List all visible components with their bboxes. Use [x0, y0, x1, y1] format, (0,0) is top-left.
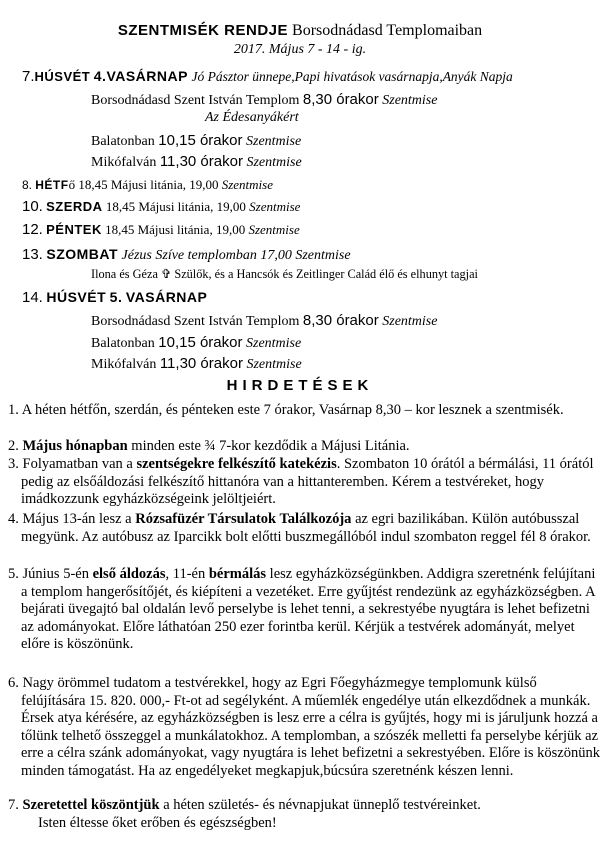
text: az egri bazilikában. Külön autóbusszal megyünk. Az autóbusz az Iparcikk bolt előtti buszmegállóból indul szombaton reggel fél 8 órakor. — [21, 511, 591, 545]
mass-label: Szentmise — [246, 357, 302, 372]
weekday-num: 10. — [22, 198, 43, 215]
page-title — [0, 22, 600, 40]
saturday-name: SZOMBAT — [46, 246, 119, 262]
day7-num2: 4. — [93, 68, 107, 84]
announcement-7 — [8, 797, 588, 815]
announcement-5 — [8, 566, 600, 654]
day14-mass-1 — [91, 313, 437, 330]
bold-text: szentségekre felkészítő katekézis — [136, 456, 337, 472]
mass-label: Szentmise — [382, 314, 438, 329]
mass-time: 11,30 órakor — [159, 355, 243, 372]
day7-mass-2 — [91, 133, 301, 150]
mass-time: 10,15 órakor — [158, 132, 243, 149]
text: lesz egyházközségünkben. Addigra szeretnénk felújítani a templom hangerősítőjét, és kiépíteni a vezetéket. Erre gyűjtést rendezünk az egyházközségben. A bejárati üvegajtó bal oldalán levő perselybe is lehet tenni, a sekrestyébe nyugtára is lehet befizetni az adományokat. Előre láthatóan 250 ezer forintba kerül. Kérjük a testvérek adományát, melyet előre is köszönünk. — [21, 566, 596, 653]
weekday-friday — [22, 222, 300, 238]
day14-mass-3 — [91, 356, 302, 373]
saturday-text: Jézus Szíve templomban 17,00 Szentmise — [121, 248, 351, 263]
text: 2. — [8, 438, 23, 454]
closing-blessing: Isten éltesse őket erőben és egészségben! — [38, 815, 277, 831]
text: 7. — [8, 797, 23, 813]
announcement-3 — [8, 456, 600, 509]
mass-place: Balatonban — [91, 134, 155, 149]
announcement-6: 6. Nagy örömmel tudatom a testvérekkel, hogy az Egri Főegyházmegye templomunk külső felújítására 15. 820. 000,- Ft-ot ad segélyként. A műemlék engedélye után elkezdődnek a munkák. Érsek atya kérésére, az egyházközségben is lesz erre a célra is gyűjtés, hogy mi is járuljunk hozzá a tőlünk telhető összeggel a munkálatokhoz. A templomban, a szószék melletti fa perselybe kérjük az erre a célra szánk adományokat, vagy nyugtára is lehet befizetni a sekrestyében. Előre is köszönünk minden támogatást. Ha az engedélyeket megkapjuk,búcsúra szeretnénk készen lenni. — [8, 675, 600, 779]
announcements-heading: HIRDETÉSEK — [226, 377, 374, 394]
weekday-num: 12. — [22, 221, 43, 238]
date-range: 2017. Május 7 - 14 - ig. — [233, 42, 367, 57]
weekday-name: HÉTF — [35, 178, 69, 192]
weekday-mass: Szentmise — [221, 177, 273, 192]
announcement-1: 1. A héten hétfőn, szerdán, és pénteken este 7 órakor, Vasárnap 8,30 – kor lesznek a szentmisék. — [8, 402, 564, 418]
title-bold: SZENTMISÉK RENDJE — [117, 22, 289, 39]
day7-mass-3 — [91, 154, 302, 171]
day14-name: HÚSVÉT — [46, 289, 107, 305]
mass-place: Mikófalván — [91, 155, 157, 170]
day14-num: 14. — [22, 289, 43, 306]
weekday-text: 18,45 Májusi litánia, 19,00 — [105, 199, 246, 214]
weekday-name: SZERDA — [46, 199, 103, 214]
weekday-wednesday — [22, 199, 300, 215]
day7-mass-1 — [91, 92, 437, 109]
mass-label: Szentmise — [246, 155, 302, 170]
weekday-text: 18,45 Májusi litánia, 19,00 — [105, 222, 246, 237]
mass-label: Szentmise — [382, 93, 438, 108]
announcement-2 — [8, 438, 588, 456]
weekday-monday — [22, 177, 273, 193]
day14-heading — [22, 289, 207, 307]
bold-text: bérmálás — [208, 566, 267, 582]
mass-place: Borsodnádasd Szent István Templom — [91, 314, 300, 329]
mass-time: 10,15 órakor — [158, 334, 243, 351]
weekday-num: 8. — [22, 178, 33, 192]
mass-place: Balatonban — [91, 336, 155, 351]
mass-time: 8,30 órakor — [302, 91, 379, 108]
text: 4. Május 13-án lesz a — [8, 511, 136, 527]
text: 5. Június 5-én — [8, 566, 93, 582]
mass-place: Mikófalván — [91, 357, 157, 372]
bold-text: első áldozás — [92, 566, 166, 582]
mass-label: Szentmise — [246, 134, 302, 149]
weekday-text: 18,45 Májusi litánia, 19,00 — [78, 177, 219, 192]
bold-text: Szeretettel köszöntjük — [22, 797, 160, 813]
weekday-mass: Szentmise — [249, 199, 301, 214]
saturday-num: 13. — [22, 246, 43, 263]
day7-name2: VASÁRNAP — [106, 68, 188, 84]
text: 3. Folyamatban van a — [8, 456, 137, 472]
bold-text: Rózsafüzér Társulatok Találkozója — [135, 511, 352, 527]
weekday-mass: Szentmise — [248, 222, 300, 237]
day7-heading — [22, 68, 513, 86]
text: a héten születés- és névnapjukat ünneplő testvéreinket. — [159, 797, 481, 813]
day14-name2: VASÁRNAP — [125, 289, 208, 305]
day14-mass-2 — [91, 335, 301, 352]
day14-num2: 5. — [109, 289, 123, 305]
title-rest: Borsodnádasd Templomaiban — [292, 22, 483, 39]
weekday-name: PÉNTEK — [46, 222, 102, 237]
mass-time: 11,30 órakor — [159, 153, 243, 170]
text: , 11-én — [165, 566, 209, 582]
mass-time: 8,30 órakor — [302, 312, 379, 329]
mass-place: Borsodnádasd Szent István Templom — [91, 93, 300, 108]
bold-text: Május hónapban — [22, 438, 128, 454]
mass-label: Szentmise — [246, 336, 302, 351]
weekday-suffix: ő — [68, 177, 76, 192]
day7-note: Jó Pásztor ünnepe,Papi hivatások vasárnapja,Anyák Napja — [191, 69, 513, 84]
saturday-heading — [22, 246, 351, 264]
text: . Szombaton 10 órától a bérmálási, 11 órától pedig az elsőáldozási felkészítő hittanóra van a hittanteremben. Kérem a testvéreket, hogy imádkozzunk egyházközségeink jelöltjeiért. — [21, 456, 594, 508]
announcement-4 — [8, 511, 600, 546]
text: minden este ¾ 7-kor kezdődik a Májusi Litánia. — [127, 438, 410, 454]
day7-mass-intention: Az Édesanyákért — [205, 110, 299, 125]
day7-name: HÚSVÉT — [34, 69, 91, 84]
saturday-intention: Ilona és Géza ✞ Szülők, és a Hancsók és Zeitlinger Calád élő és elhunyt tagjai — [91, 267, 478, 281]
day7-num: 7. — [22, 68, 35, 85]
